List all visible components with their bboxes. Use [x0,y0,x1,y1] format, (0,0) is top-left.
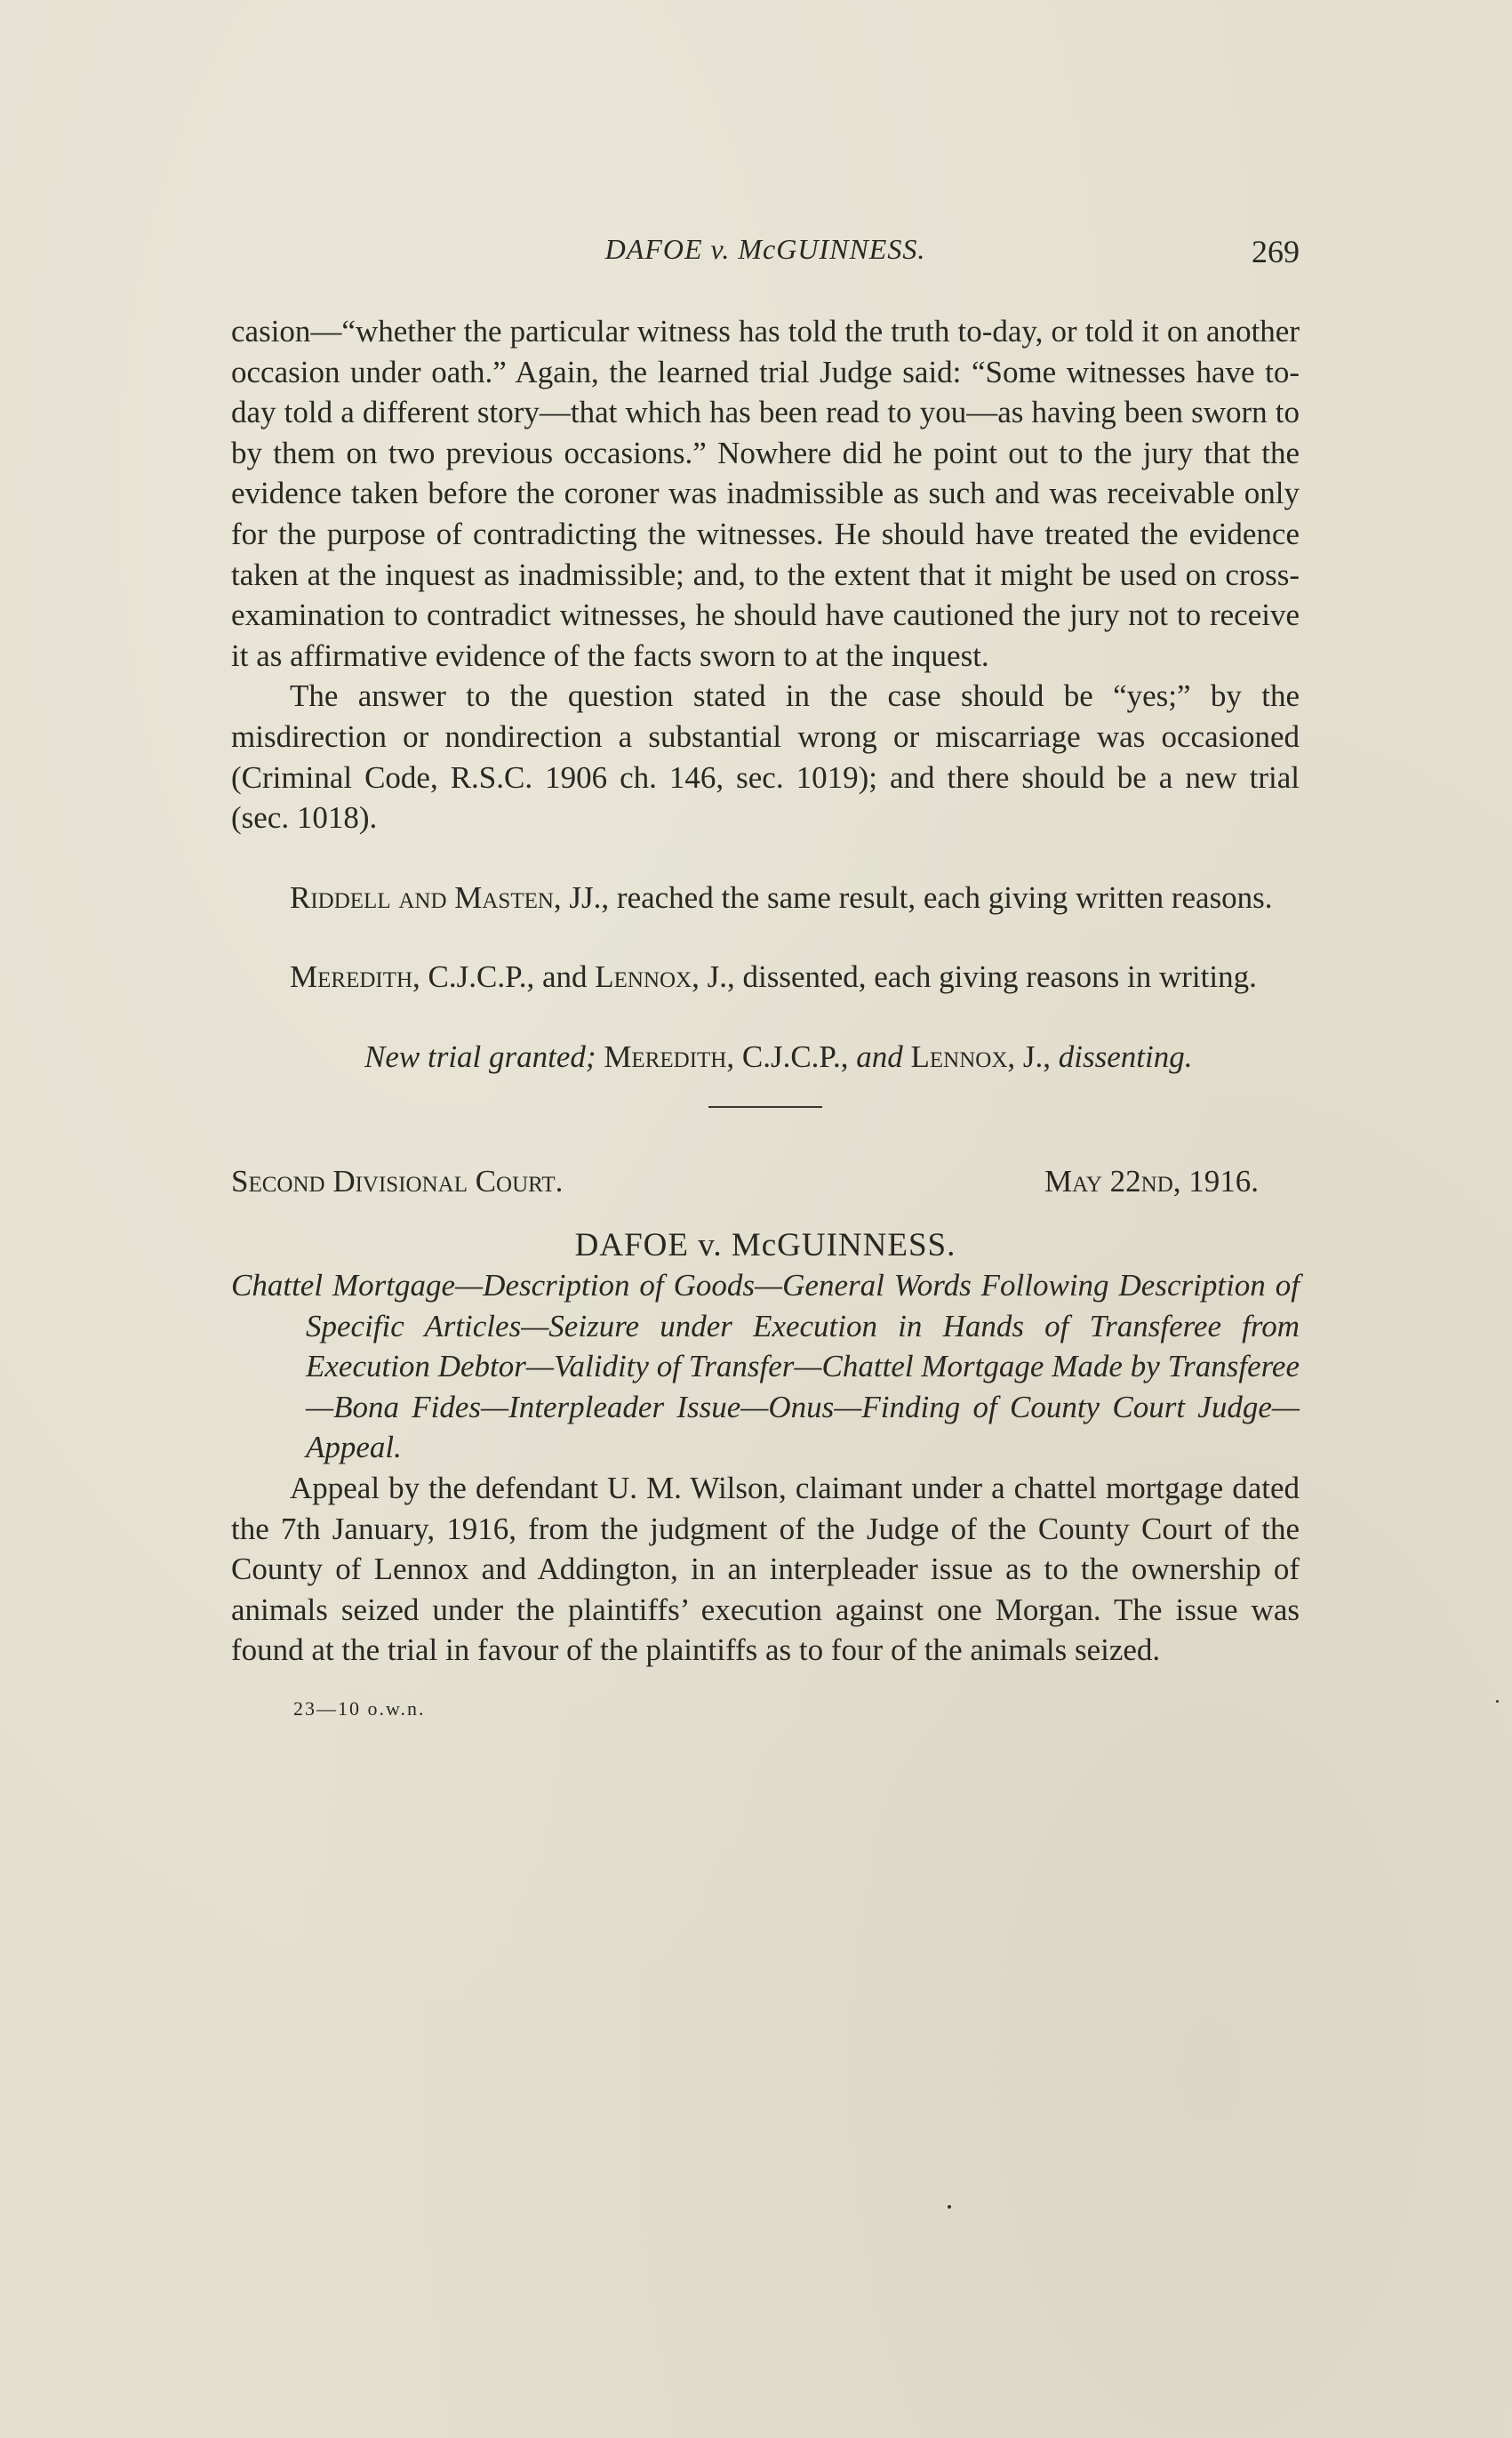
judge-lennox: Lennox [595,959,692,995]
result-and: and [856,1039,903,1074]
result-dissenting: dissenting. [1058,1039,1193,1074]
court-line [231,1161,1300,1202]
court-date-year: , 1916. [1172,1163,1259,1199]
section-divider [708,1106,822,1108]
dissent-text: , J., dissented, each giving reasons in writing. [692,959,1257,995]
paper-speck [1496,1700,1499,1703]
result-mid: , C.J.C.P., [726,1039,857,1074]
case-title: DAFOE v. McGUINNESS. [574,1226,956,1263]
judges-concurring: Riddell and Masten, JJ. [290,879,602,915]
paragraph-result [231,1037,1300,1078]
court-name: Second Divisional Court. [231,1163,564,1199]
paper-speck [948,2205,951,2209]
headnote: Chattel Mortgage—Description of Goods—General Words Following Description of Specific Articles—Seizure under Execution in Hands of Transferee from Execution Debtor—Validity of Transfer—Chattel Mortgage Made by Transferee—Bona Fides—Interpleader Issue—Onus—Finding of County Court Judge—Appeal. [231,1268,1300,1465]
signature-mark: 23—10 o.w.n. [293,1697,426,1720]
running-head-title: DAFOE v. McGUINNESS. [604,233,926,265]
result-j: , J., [1007,1039,1052,1074]
paragraph-answer: The answer to the question stated in the case should be “yes;” by the misdirection or nondirection a substantial wrong or miscarriage was occasioned (Criminal Code, R.S.C. 1906 ch. 146, sec. 1019); and there should be a new trial (sec. 1018). [231,678,1300,836]
court-date [1044,1161,1259,1202]
body-text [231,311,1300,1729]
paragraph-appeal: Appeal by the defendant U. M. Wilson, claimant under a chattel mortgage dated the 7th January, 1916, from the judgment of the Judge of the County Court of the County of Lennox and Addington, in an interpleader issue as to the ownership of animals seized under the plaintiffs’ execution against one Morgan. The issue was found at the trial in favour of the plaintiffs as to four of the animals seized. [231,1471,1300,1668]
running-head [231,233,1300,277]
paragraph-continuation: casion—“whether the particular witness has told the truth to-day, or told it on another occasion under oath.” Again, the learned trial Judge said: “Some witnesses have to-day told a different story—that which has been read to you—as having been sworn to by them on two previous occasions.” Nowhere did he point out to the jury that the evidence taken before the coroner was inadmissible as such and was receivable only for the purpose of contradicting the witnesses. He should have treated the evidence taken at the inquest as inadmissible; and, to the extent that it might be used on cross-examination to contradict witnesses, he should have cautioned the jury not to receive it as affirmative evidence of the facts sworn to at the inquest. [231,314,1300,673]
court-date-suffix: nd [1140,1163,1173,1199]
result-granted: New trial granted; [364,1039,596,1074]
paragraph-concurring [231,878,1300,918]
page-number: 269 [1252,234,1300,269]
concurring-text: , reached the same result, each giving written reasons. [601,879,1273,915]
result-judge-lennox: Lennox [910,1039,1008,1074]
judge-meredith: Meredith [290,959,413,995]
court-date-month: May 22 [1044,1163,1141,1199]
dissent-mid: , C.J.C.P., and [412,959,596,995]
result-judge-meredith: Meredith [604,1039,727,1074]
paragraph-dissent [231,957,1300,998]
